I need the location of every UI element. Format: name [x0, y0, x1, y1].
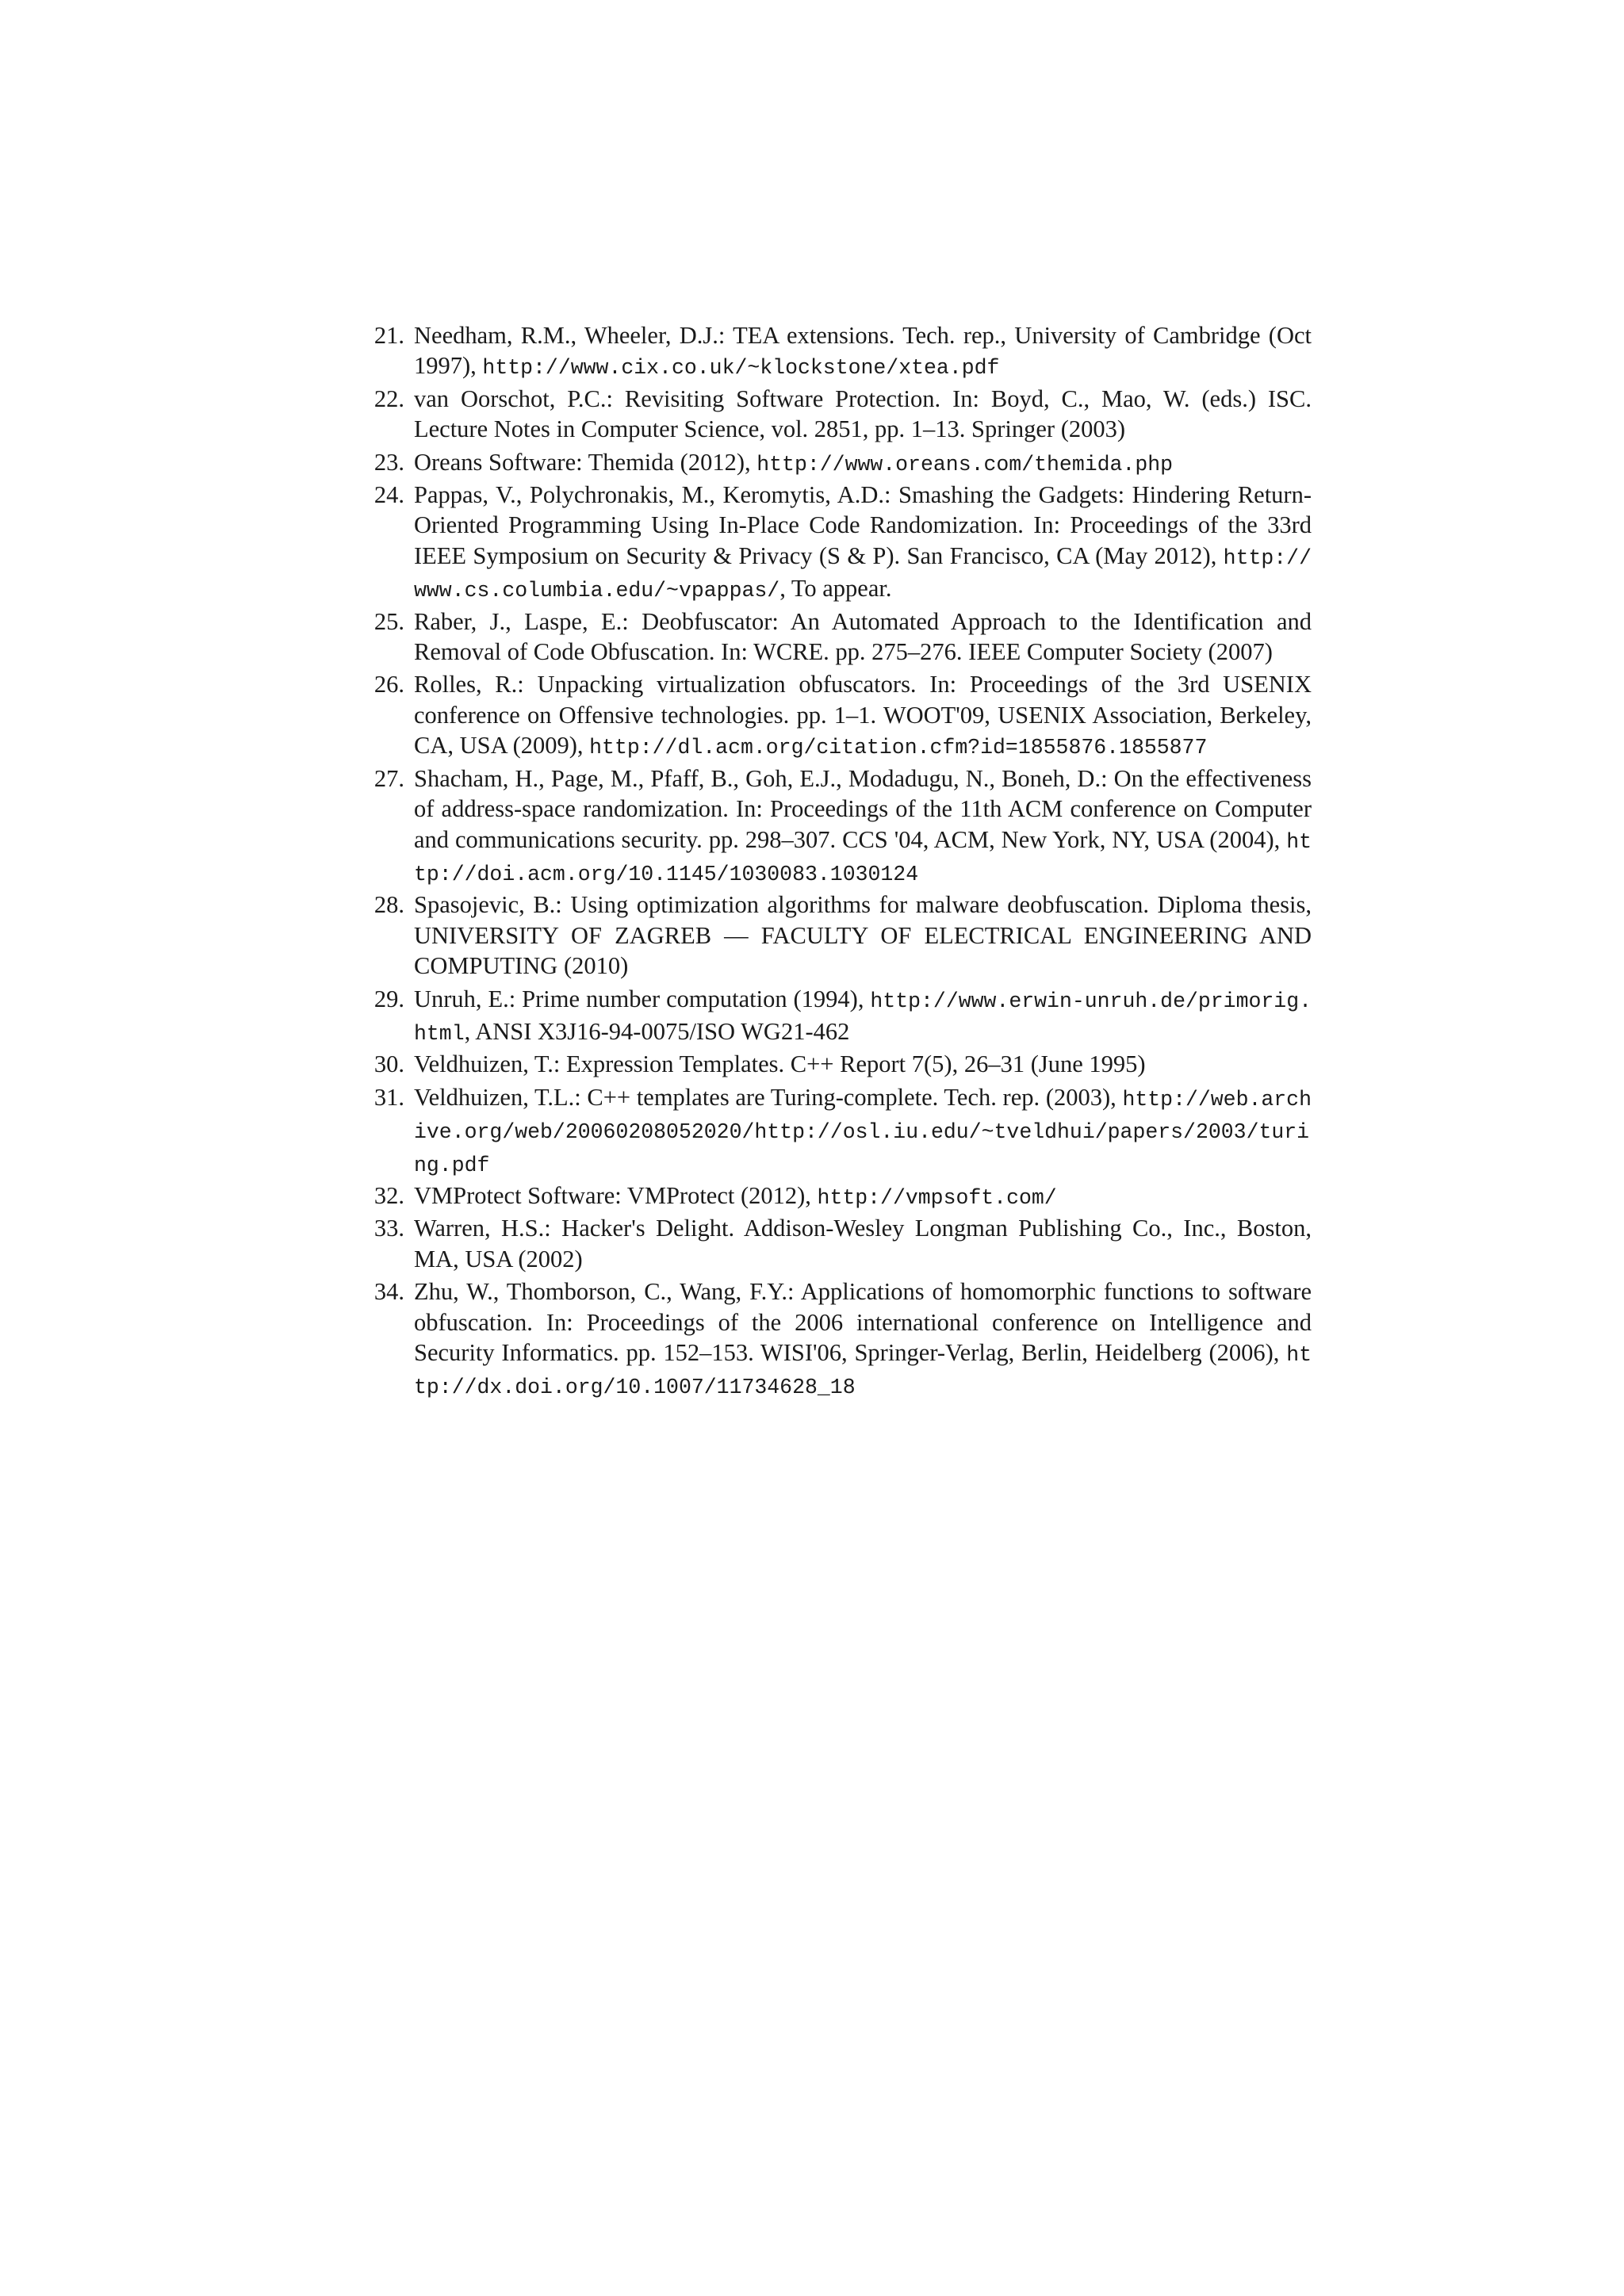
reference-number: 24.	[373, 481, 404, 509]
reference-list	[363, 320, 1312, 1403]
reference-item	[363, 1181, 1312, 1213]
reference-number: 21.	[373, 322, 404, 349]
reference-note: , To appear.	[779, 575, 892, 603]
reference-text: Shacham, H., Page, M., Pfaff, B., Goh, E.J., Modadugu, N., Boneh, D.: On the effectiveness of address-space randomization. In: Proceedings of the 11th ACM conference on Computer and communications security. pp. 298–307. CCS '04, ACM, New York, NY, USA (2004),	[414, 764, 1312, 853]
reference-number: 22.	[373, 385, 404, 412]
reference-url[interactable]: http://doi.acm.org/10.1145/1030083.1030124	[414, 829, 1312, 886]
reference-note: , ANSI X3J16-94-0075/ISO WG21-462	[464, 1017, 850, 1045]
reference-number: 23.	[373, 448, 404, 476]
reference-item	[363, 607, 1312, 670]
reference-text: Raber, J., Laspe, E.: Deobfuscator: An Automated Approach to the Identification and Removal of Code Obfuscation. In: WCRE. pp. 275–276. IEEE Computer Society (2007)	[414, 607, 1312, 666]
reference-number: 30.	[373, 1050, 404, 1078]
reference-text: Oreans Software: Themida (2012),	[414, 448, 757, 476]
reference-text: Unruh, E.: Prime number computation (1994),	[414, 985, 871, 1012]
reference-text: VMProtect Software: VMProtect (2012),	[414, 1181, 818, 1209]
reference-number: 32.	[373, 1181, 404, 1209]
reference-item	[363, 1213, 1312, 1276]
reference-item	[363, 480, 1312, 607]
reference-number: 29.	[373, 985, 404, 1012]
reference-url[interactable]: http://www.cix.co.uk/~klockstone/xtea.pdf	[482, 356, 1000, 381]
reference-text: Needham, R.M., Wheeler, D.J.: TEA extensions. Tech. rep., University of Cambridge (Oct 1997),	[414, 322, 1312, 380]
reference-text: Veldhuizen, T.: Expression Templates. C++ Report 7(5), 26–31 (June 1995)	[414, 1050, 1146, 1078]
reference-url[interactable]: http://web.archive.org/web/20060208052020/http://osl.iu.edu/~tveldhui/papers/2003/turing.pdf	[414, 1087, 1312, 1177]
reference-item	[363, 984, 1312, 1050]
reference-number: 26.	[373, 671, 404, 698]
reference-item	[363, 1082, 1312, 1181]
reference-number: 31.	[373, 1083, 404, 1111]
reference-number: 33.	[373, 1215, 404, 1242]
reference-item	[363, 447, 1312, 480]
reference-url[interactable]: http://vmpsoft.com/	[817, 1185, 1057, 1210]
reference-text: Warren, H.S.: Hacker's Delight. Addison-Wesley Longman Publishing Co., Inc., Boston, MA, USA (2002)	[414, 1215, 1312, 1272]
reference-url[interactable]: http://dl.acm.org/citation.cfm?id=1855876.1855877	[589, 736, 1208, 760]
reference-item	[363, 1276, 1312, 1403]
reference-text: Zhu, W., Thomborson, C., Wang, F.Y.: Applications of homomorphic functions to software obfuscation. In: Proceedings of the 2006 international conference on Intelligence and Security Informatics. pp. 152–153. WISI'06, Springer-Verlag, Berlin, Heidelberg (2006),	[414, 1278, 1312, 1366]
reference-url[interactable]: http://www.cs.columbia.edu/~vpappas/	[414, 545, 1312, 603]
reference-text: Veldhuizen, T.L.: C++ templates are Turing-complete. Tech. rep. (2003),	[414, 1083, 1123, 1111]
reference-text: Pappas, V., Polychronakis, M., Keromytis, A.D.: Smashing the Gadgets: Hindering Return-Oriented Programming Using In-Place Code Randomization. In: Proceedings of the 33rd IEEE Symposium on Security & Privacy (S & P). San Francisco, CA (May 2012),	[414, 481, 1312, 569]
reference-number: 25.	[373, 607, 404, 635]
reference-item	[363, 669, 1312, 763]
reference-item	[363, 763, 1312, 890]
reference-text: Rolles, R.: Unpacking virtualization obfuscators. In: Proceedings of the 3rd USENIX conference on Offensive technologies. pp. 1–1. WOOT'09, USENIX Association, Berkeley, CA, USA (2009),	[414, 671, 1312, 760]
reference-text: van Oorschot, P.C.: Revisiting Software Protection. In: Boyd, C., Mao, W. (eds.) ISC. Lecture Notes in Computer Science, vol. 2851, pp. 1–13. Springer (2003)	[414, 385, 1312, 443]
reference-number: 34.	[373, 1278, 404, 1306]
reference-url[interactable]: http://dx.doi.org/10.1007/11734628_18	[414, 1343, 1312, 1400]
reference-number: 27.	[373, 764, 404, 792]
reference-url[interactable]: http://www.oreans.com/themida.php	[756, 452, 1174, 476]
reference-url[interactable]: http://www.erwin-unruh.de/primorig.html	[414, 989, 1312, 1046]
reference-number: 28.	[373, 891, 404, 919]
reference-text: Spasojevic, B.: Using optimization algorithms for malware deobfuscation. Diploma thesis, UNIVERSITY OF ZAGREB — FACULTY OF ELECTRICAL ENGINEERING AND COMPUTING (2010)	[414, 891, 1312, 980]
reference-item	[363, 384, 1312, 447]
reference-item	[363, 320, 1312, 384]
reference-item	[363, 890, 1312, 983]
reference-item	[363, 1049, 1312, 1081]
